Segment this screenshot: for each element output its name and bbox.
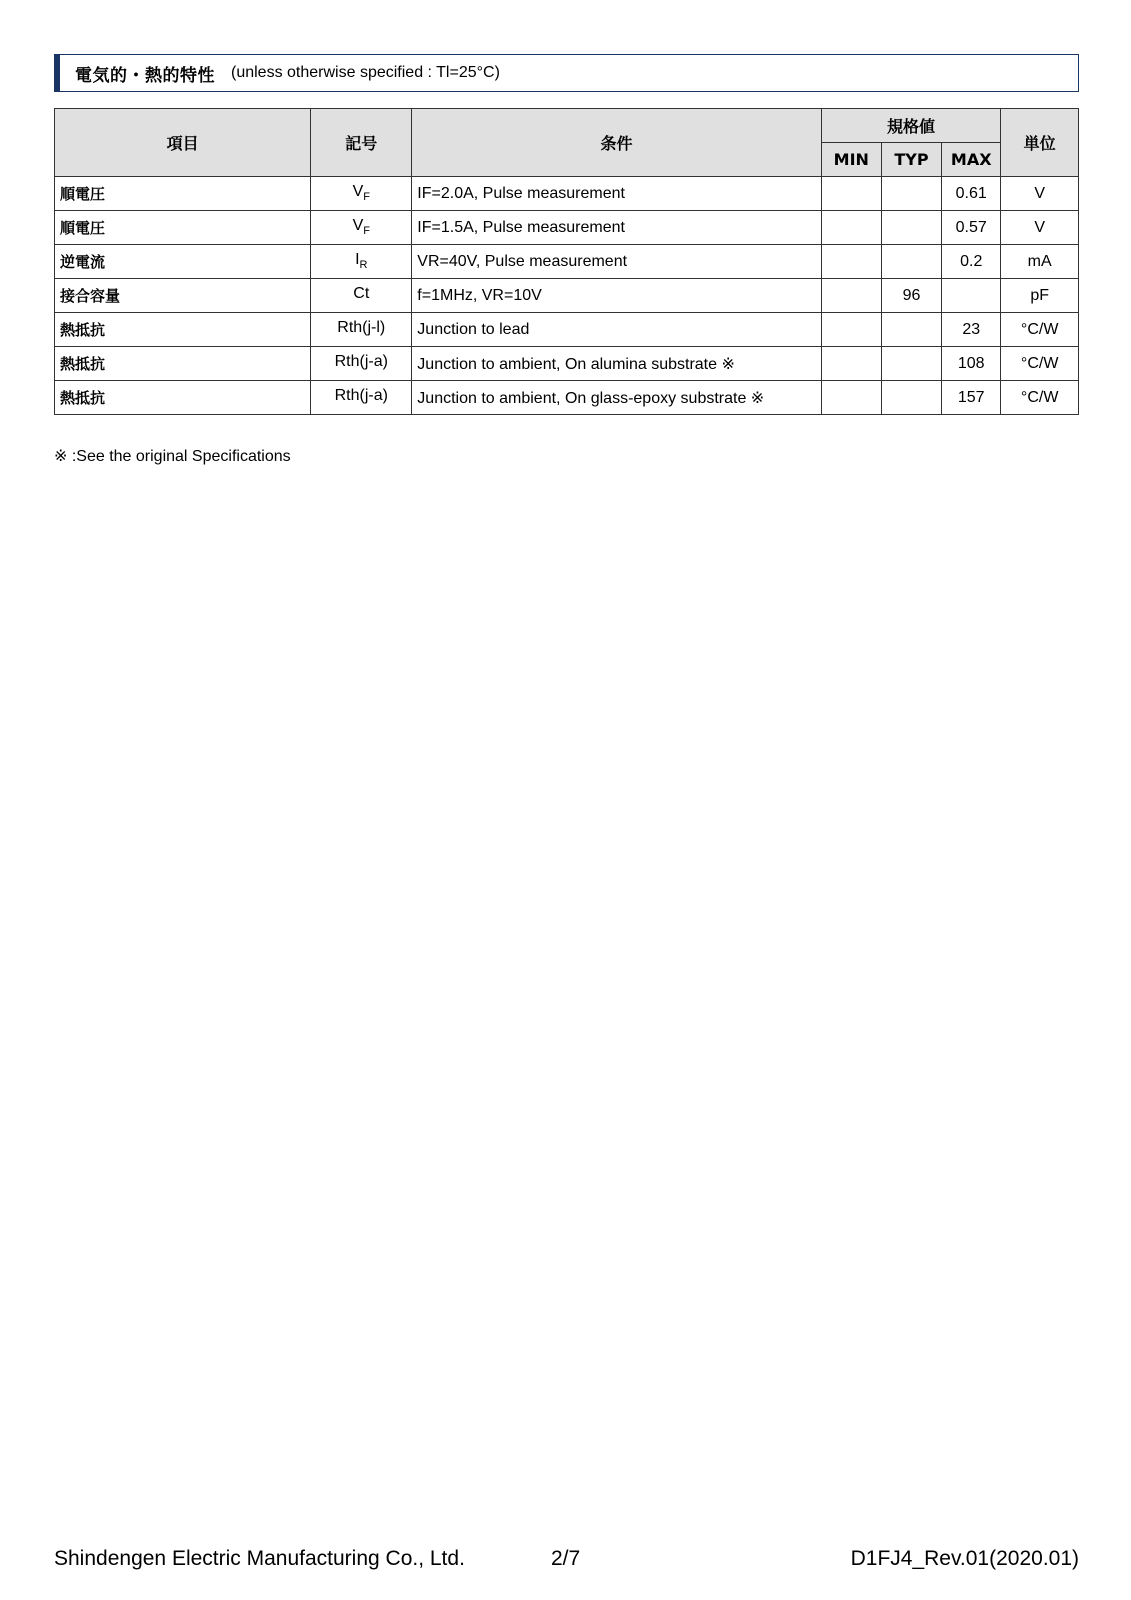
footnote: ※ :See the original Specifications xyxy=(54,448,291,465)
footer-page-number: 2/7 xyxy=(551,1547,581,1570)
row-condition: f=1MHz, VR=10V xyxy=(412,279,821,313)
row-typ xyxy=(881,211,941,245)
row-typ xyxy=(881,245,941,279)
row-unit: °C/W xyxy=(1001,381,1079,415)
row-item: 逆電流 xyxy=(55,245,311,279)
header-symbol: 記号 xyxy=(311,109,412,177)
row-symbol: $V_F$ xyxy=(311,211,412,245)
table-row xyxy=(55,313,1079,347)
table-row xyxy=(55,279,1079,313)
row-typ xyxy=(881,177,941,211)
header-unit: 単位 xyxy=(1001,109,1079,177)
row-unit: mA xyxy=(1001,245,1079,279)
row-condition: Junction to ambient, On glass-epoxy substrate ※ xyxy=(412,381,821,415)
table-row xyxy=(55,211,1079,245)
row-min xyxy=(821,313,881,347)
row-symbol: $I_R$ xyxy=(311,245,412,279)
row-max: 23 xyxy=(942,313,1001,347)
row-min xyxy=(821,177,881,211)
characteristics-table xyxy=(54,108,1079,415)
row-condition: Junction to ambient, On alumina substrate ※ xyxy=(412,347,821,381)
row-condition: VR=40V, Pulse measurement xyxy=(412,245,821,279)
row-item: 順電圧 xyxy=(55,177,311,211)
row-max xyxy=(942,279,1001,313)
header-condition: 条件 xyxy=(412,109,821,177)
row-max: 108 xyxy=(942,347,1001,381)
row-typ: 96 xyxy=(881,279,941,313)
row-condition: IF=1.5A, Pulse measurement xyxy=(412,211,821,245)
row-max: 0.57 xyxy=(942,211,1001,245)
table-row xyxy=(55,177,1079,211)
row-unit: °C/W xyxy=(1001,347,1079,381)
table-row xyxy=(55,347,1079,381)
row-typ xyxy=(881,313,941,347)
row-unit: V xyxy=(1001,177,1079,211)
row-symbol: Rth(j-a) xyxy=(311,347,412,381)
table-row xyxy=(55,245,1079,279)
section-condition-note: (unless otherwise specified : Tl=25°C) xyxy=(231,64,500,81)
row-unit: V xyxy=(1001,211,1079,245)
row-min xyxy=(821,211,881,245)
row-min xyxy=(821,245,881,279)
row-symbol: Rth(j-a) xyxy=(311,381,412,415)
row-item: 順電圧 xyxy=(55,211,311,245)
row-typ xyxy=(881,381,941,415)
row-unit: pF xyxy=(1001,279,1079,313)
row-symbol: $V_F$ xyxy=(311,177,412,211)
section-title: 電気的・熱的特性 xyxy=(75,65,215,86)
header-min: MIN xyxy=(821,143,881,177)
row-item: 熱抵抗 xyxy=(55,313,311,347)
row-unit: °C/W xyxy=(1001,313,1079,347)
header-rating: 規格値 xyxy=(821,109,1001,143)
row-symbol: Ct xyxy=(311,279,412,313)
row-item: 熱抵抗 xyxy=(55,381,311,415)
header-typ: TYP xyxy=(881,143,941,177)
row-symbol: Rth(j-l) xyxy=(311,313,412,347)
header-max: MAX xyxy=(942,143,1001,177)
row-typ xyxy=(881,347,941,381)
row-max: 157 xyxy=(942,381,1001,415)
row-min xyxy=(821,381,881,415)
row-min xyxy=(821,279,881,313)
header-item: 項目 xyxy=(55,109,311,177)
table-header-row xyxy=(55,109,1079,143)
row-item: 熱抵抗 xyxy=(55,347,311,381)
footer-document-id: D1FJ4_Rev.01(2020.01) xyxy=(850,1547,1079,1570)
footer-company: Shindengen Electric Manufacturing Co., Ltd. xyxy=(54,1547,465,1570)
row-condition: IF=2.0A, Pulse measurement xyxy=(412,177,821,211)
row-max: 0.61 xyxy=(942,177,1001,211)
row-item: 接合容量 xyxy=(55,279,311,313)
row-max: 0.2 xyxy=(942,245,1001,279)
row-condition: Junction to lead xyxy=(412,313,821,347)
section-header xyxy=(54,54,1079,92)
table-row xyxy=(55,381,1079,415)
row-min xyxy=(821,347,881,381)
